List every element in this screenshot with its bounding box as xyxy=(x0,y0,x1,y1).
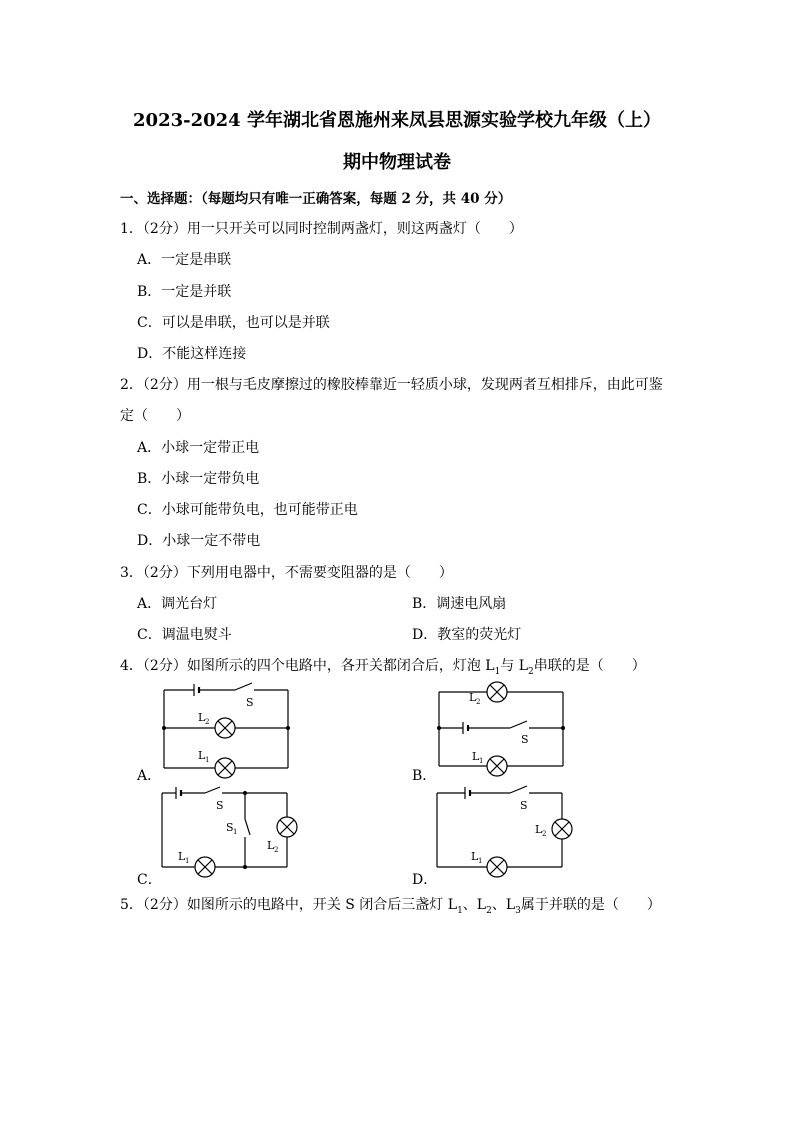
q5-stem-pre: 5．（2分）如图所示的电路中，开关 S 闭合后三盏灯 L xyxy=(120,897,458,913)
label-l: L xyxy=(198,749,206,762)
question-3-stem: 3．（2分）下列用电器中，不需要变阻器的是（ ） xyxy=(120,565,453,581)
exam-title-line2: 期中物理试卷 xyxy=(343,152,451,173)
question-2-option-a: A．小球一定带正电 xyxy=(137,440,260,456)
label-sub-1: 1 xyxy=(479,757,484,765)
question-2-stem-line1: 2．（2分）用一根与毛皮摩擦过的橡胶棒靠近一轻质小球，发现两者互相排斥，由此可鉴 xyxy=(120,377,663,393)
question-4-option-b: B． xyxy=(412,768,437,784)
circuit-diagram-c xyxy=(150,783,310,883)
exam-title-line1: 2023-2024 学年湖北省恩施州来凤县思源实验学校九年级（上） xyxy=(133,110,661,131)
question-3-option-d: D．教室的荧光灯 xyxy=(412,627,522,643)
question-2-option-c: C．小球可能带负电，也可能带正电 xyxy=(137,502,358,518)
circuit-diagram-d xyxy=(425,783,580,883)
label-sub-1: 1 xyxy=(205,756,210,764)
question-5-stem xyxy=(120,894,661,916)
question-4-option-a: A． xyxy=(137,768,162,784)
question-1-option-d: D．不能这样连接 xyxy=(137,346,247,362)
label-sub-2: 2 xyxy=(476,698,481,706)
question-1-option-c: C．可以是串联，也可以是并联 xyxy=(137,315,330,331)
section-heading: 一、选择题：（每题均只有唯一正确答案，每题 2 分，共 40 分） xyxy=(120,191,512,207)
label-sub-1: 1 xyxy=(185,857,190,865)
question-2-option-d: D．小球一定不带电 xyxy=(137,533,261,549)
label-sub-2: 2 xyxy=(542,830,547,838)
q4-stem-post: 串联的是（ ） xyxy=(533,658,646,674)
q4-stem-pre: 4．（2分）如图所示的四个电路中，各开关都闭合后，灯泡 L xyxy=(120,658,495,674)
question-4-option-c: C． xyxy=(137,872,162,888)
q5-sub1: 1 xyxy=(457,905,463,916)
label-s: S xyxy=(216,799,224,812)
question-4-stem xyxy=(120,655,646,677)
label-s: S xyxy=(521,733,529,746)
question-3-option-b: B．调速电风扇 xyxy=(412,596,507,612)
q5-sep2: 、L xyxy=(491,897,516,913)
label-sub-1: 1 xyxy=(233,828,238,836)
label-l: L xyxy=(535,823,543,836)
label-s: S xyxy=(246,696,254,709)
q5-stem-post: 属于并联的是（ ） xyxy=(520,897,661,913)
question-1-stem: 1．（2分）用一只开关可以同时控制两盏灯，则这两盏灯（ ） xyxy=(120,221,523,237)
label-l: L xyxy=(178,850,186,863)
circuit-diagram-b xyxy=(425,675,575,780)
q4-sub2: 2 xyxy=(528,666,534,677)
label-l: L xyxy=(267,839,275,852)
label-s: S xyxy=(520,799,528,812)
q4-stem-mid: 与 L xyxy=(500,658,529,674)
label-sub-2: 2 xyxy=(205,718,210,726)
label-l: L xyxy=(471,850,479,863)
label-l: L xyxy=(198,711,206,724)
question-4-option-d: D． xyxy=(412,872,438,888)
label-l: L xyxy=(469,691,477,704)
question-3-option-a: A．调光台灯 xyxy=(137,596,218,612)
circuit-diagram-a xyxy=(150,680,300,780)
question-2-option-b: B．小球一定带负电 xyxy=(137,471,260,487)
question-2-stem-line2: 定（ ） xyxy=(120,408,190,424)
label-l: L xyxy=(472,750,480,763)
q4-sub1: 1 xyxy=(494,666,501,677)
q5-sub3: 3 xyxy=(515,905,521,916)
q5-sub2: 2 xyxy=(486,905,492,916)
q5-sep1: 、L xyxy=(462,897,487,913)
question-1-option-b: B．一定是并联 xyxy=(137,284,232,300)
label-sub-1: 1 xyxy=(478,857,483,865)
question-1-option-a: A．一定是串联 xyxy=(137,252,232,268)
label-s1: S xyxy=(226,821,234,834)
question-3-option-c: C．调温电熨斗 xyxy=(137,627,232,643)
label-sub-2: 2 xyxy=(274,846,279,854)
